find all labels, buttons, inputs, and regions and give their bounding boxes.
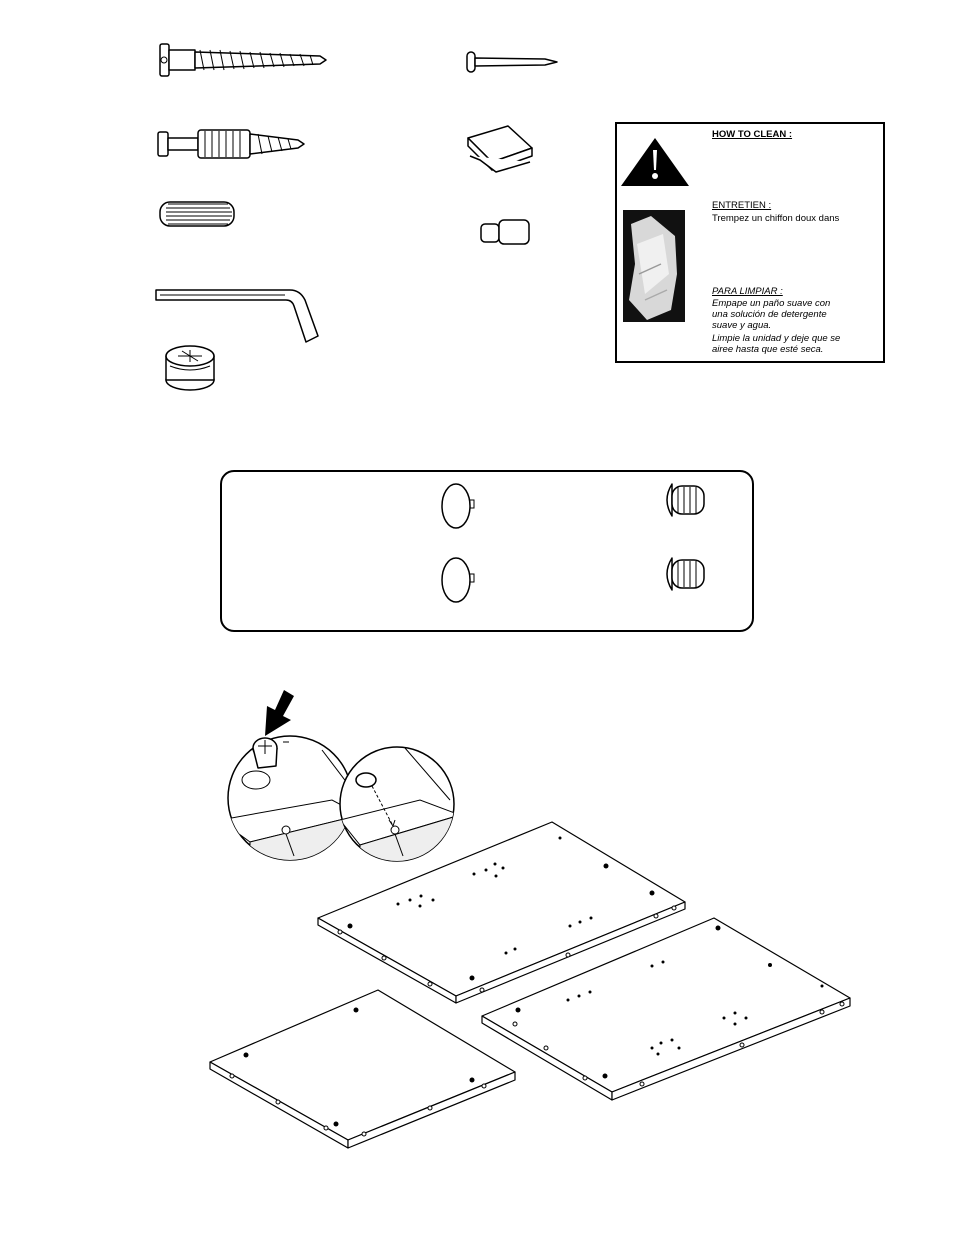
en-heading: HOW TO CLEAN : bbox=[712, 129, 793, 140]
es-line: airee hasta que esté seca. bbox=[712, 344, 824, 355]
es-line: Empape un paño suave con bbox=[712, 298, 831, 309]
es-line: una solución de detergente bbox=[712, 309, 827, 320]
fr-heading: ENTRETIEN : bbox=[712, 200, 772, 211]
es-heading: PARA LIMPIAR : bbox=[712, 286, 783, 297]
es-line: suave y agua. bbox=[712, 320, 772, 331]
fr-line: Trempez un chiffon doux dans bbox=[712, 213, 840, 224]
es-line: Limpie la unidad y deje que se bbox=[712, 333, 841, 344]
